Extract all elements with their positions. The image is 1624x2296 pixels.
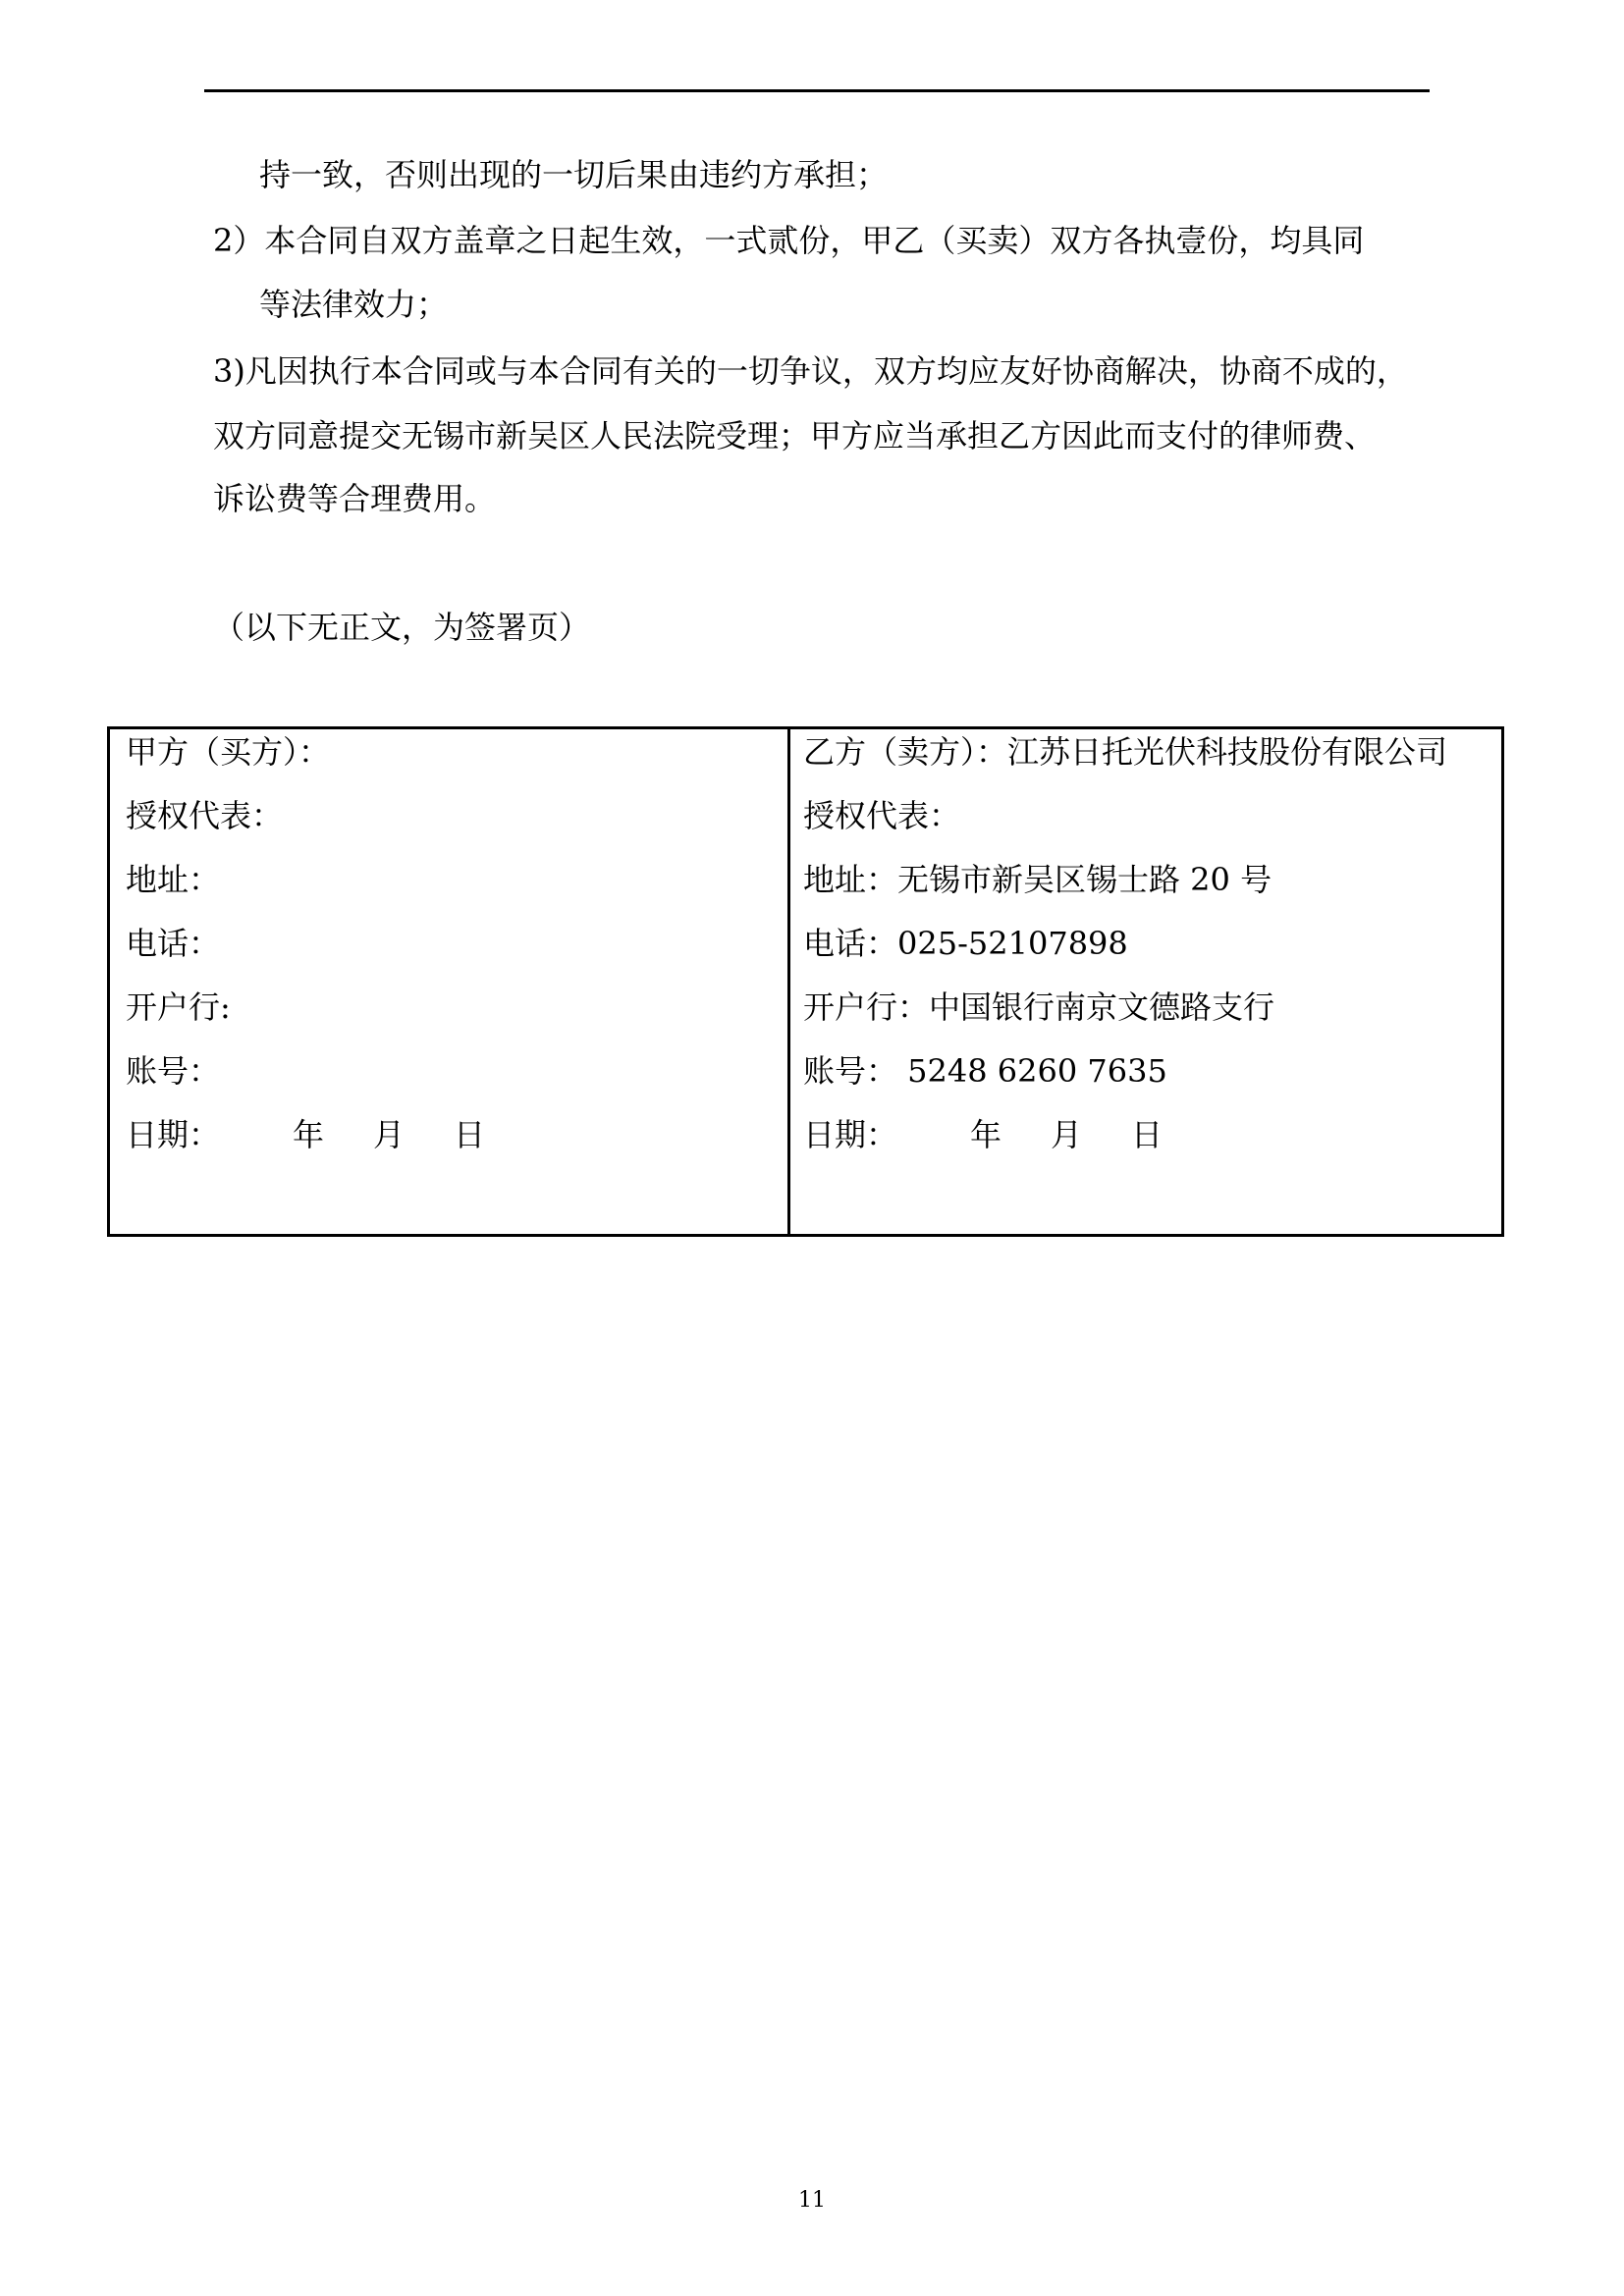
page-number: 11 <box>798 2188 826 2213</box>
header-rule <box>204 89 1430 92</box>
party-b-date-year: 年 <box>970 1116 1002 1153</box>
party-a-rep: 授权代表： <box>126 797 284 834</box>
party-a-phone: 电话： <box>126 925 221 962</box>
party-a-account: 账号： <box>126 1052 221 1090</box>
body-line-6: 诉讼费等合理费用。 <box>213 480 497 517</box>
signature-table-divider <box>787 729 790 1234</box>
body-line-4: 3)凡因执行本合同或与本合同有关的一切争议，双方均应友好协商解决，协商不成的， <box>213 352 1408 390</box>
party-b-date-month: 月 <box>1051 1116 1083 1153</box>
party-a-date-month: 月 <box>373 1116 406 1153</box>
party-b-date-row <box>803 1115 1216 1154</box>
party-b-address: 地址：无锡市新吴区锡士路 20 号 <box>803 861 1272 898</box>
party-a-title: 甲方（买方）： <box>126 733 331 771</box>
party-a-date-year: 年 <box>293 1116 325 1153</box>
body-line-1: 持一致，否则出现的一切后果由违约方承担； <box>259 156 889 193</box>
party-b-bank: 开户行：中国银行南京文德路支行 <box>803 988 1275 1026</box>
signature-table <box>107 726 1504 1237</box>
signature-page-note: （以下无正文，为签署页） <box>213 609 591 646</box>
body-line-2: 2）本合同自双方盖章之日起生效，一式贰份，甲乙（买卖）双方各执壹份，均具同 <box>213 222 1365 259</box>
body-line-5: 双方同意提交无锡市新吴区人民法院受理；甲方应当承担乙方因此而支付的律师费、 <box>213 417 1377 454</box>
party-b-rep: 授权代表： <box>803 797 961 834</box>
party-b-account: 账号： 5248 6260 7635 <box>803 1052 1167 1090</box>
party-a-date-day: 日 <box>454 1116 486 1153</box>
party-b-date-label: 日期： <box>803 1116 898 1153</box>
party-a-bank: 开户行: <box>126 988 231 1026</box>
party-a-address: 地址： <box>126 861 221 898</box>
party-b-phone: 电话：025-52107898 <box>803 925 1128 962</box>
body-line-3: 等法律效力； <box>259 286 449 323</box>
party-b-date-day: 日 <box>1131 1116 1164 1153</box>
party-b-title: 乙方（卖方）：江苏日托光伏科技股份有限公司 <box>803 733 1448 771</box>
party-a-date-label: 日期： <box>126 1116 221 1153</box>
party-a-date-row <box>126 1115 538 1154</box>
